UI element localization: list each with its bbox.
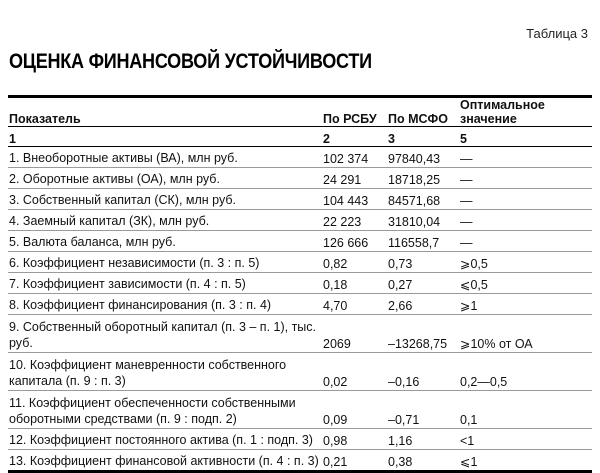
optimal-value: ⩾0,5 <box>459 252 592 273</box>
column-number: 3 <box>387 127 459 147</box>
indicator-cell: 12. Коэффициент постоянного актива (п. 1 : подп. 3) <box>8 429 322 450</box>
optimal-value: <1 <box>459 429 592 450</box>
rsbu-value: 0,98 <box>322 429 387 450</box>
msfo-value: 84571,68 <box>387 189 459 210</box>
msfo-value: 0,38 <box>387 450 459 472</box>
rsbu-value: 0,18 <box>322 273 387 294</box>
optimal-value: ⩾1 <box>459 294 592 315</box>
msfo-value: 18718,25 <box>387 168 459 189</box>
indicator-cell: 6. Коэффициент независимости (п. 3 : п. 5) <box>8 252 322 273</box>
optimal-value: — <box>459 231 592 252</box>
column-number: 1 <box>8 127 322 147</box>
rsbu-value: 0,21 <box>322 450 387 472</box>
indicator-cell: 9. Собственный оборотный капитал (п. 3 – п. 1), тыс. руб. <box>8 315 322 353</box>
optimal-value: ⩾10% от ОА <box>459 315 592 353</box>
indicator-cell: 13. Коэффициент финансовой активности (п. 4 : п. 3) <box>8 450 322 472</box>
msfo-value: 2,66 <box>387 294 459 315</box>
header-indicator: Показатель <box>8 97 322 127</box>
msfo-value: 1,16 <box>387 429 459 450</box>
indicator-cell: 11. Коэффициент обеспеченности собственными оборотными средствами (п. 9 : подп. 2) <box>8 391 322 429</box>
rsbu-value: 22 223 <box>322 210 387 231</box>
table-row <box>8 231 592 252</box>
msfo-value: –13268,75 <box>387 315 459 353</box>
optimal-value: — <box>459 189 592 210</box>
optimal-value: 0,1 <box>459 391 592 429</box>
msfo-value: –0,71 <box>387 391 459 429</box>
msfo-value: 0,73 <box>387 252 459 273</box>
indicator-cell: 7. Коэффициент зависимости (п. 4 : п. 5) <box>8 273 322 294</box>
rsbu-value: 0,82 <box>322 252 387 273</box>
table-row <box>8 294 592 315</box>
optimal-value: — <box>459 147 592 168</box>
column-number: 5 <box>459 127 592 147</box>
rsbu-value: 126 666 <box>322 231 387 252</box>
indicator-cell: 8. Коэффициент финансирования (п. 3 : п. 4) <box>8 294 322 315</box>
column-number-row <box>8 127 592 147</box>
indicator-cell: 3. Собственный капитал (СК), млн руб. <box>8 189 322 210</box>
optimal-value: ⩽1 <box>459 450 592 472</box>
rsbu-value: 4,70 <box>322 294 387 315</box>
msfo-value: 97840,43 <box>387 147 459 168</box>
msfo-value: –0,16 <box>387 353 459 391</box>
rsbu-value: 104 443 <box>322 189 387 210</box>
header-row <box>8 97 592 127</box>
optimal-value: ⩽0,5 <box>459 273 592 294</box>
table-number-label: Таблица 3 <box>526 26 588 41</box>
optimal-value: — <box>459 210 592 231</box>
rsbu-value: 24 291 <box>322 168 387 189</box>
table-row <box>8 210 592 231</box>
table-row <box>8 353 592 391</box>
document-title: ОЦЕНКА ФИНАНСОВОЙ УСТОЙЧИВОСТИ <box>9 50 372 73</box>
table-row <box>8 168 592 189</box>
table-row <box>8 147 592 168</box>
table-row <box>8 315 592 353</box>
table-row <box>8 391 592 429</box>
indicator-cell: 1. Внеоборотные активы (ВА), млн руб. <box>8 147 322 168</box>
rsbu-value: 102 374 <box>322 147 387 168</box>
rsbu-value: 0,02 <box>322 353 387 391</box>
indicator-cell: 4. Заемный капитал (ЗК), млн руб. <box>8 210 322 231</box>
table-row <box>8 429 592 450</box>
msfo-value: 0,27 <box>387 273 459 294</box>
rsbu-value: 2069 <box>322 315 387 353</box>
column-number: 2 <box>322 127 387 147</box>
header-msfo: По МСФО <box>387 97 459 127</box>
optimal-value: 0,2—0,5 <box>459 353 592 391</box>
table-row <box>8 252 592 273</box>
indicator-cell: 10. Коэффициент маневренности собственного капитала (п. 9 : п. 3) <box>8 353 322 391</box>
msfo-value: 116558,7 <box>387 231 459 252</box>
table-row <box>8 450 592 472</box>
indicator-cell: 2. Оборотные активы (ОА), млн руб. <box>8 168 322 189</box>
table-row <box>8 189 592 210</box>
table-row <box>8 273 592 294</box>
header-rsbu: По РСБУ <box>322 97 387 127</box>
msfo-value: 31810,04 <box>387 210 459 231</box>
financial-stability-table <box>8 95 592 473</box>
optimal-value: — <box>459 168 592 189</box>
rsbu-value: 0,09 <box>322 391 387 429</box>
header-optimal: Оптимальное значение <box>459 97 592 127</box>
indicator-cell: 5. Валюта баланса, млн руб. <box>8 231 322 252</box>
